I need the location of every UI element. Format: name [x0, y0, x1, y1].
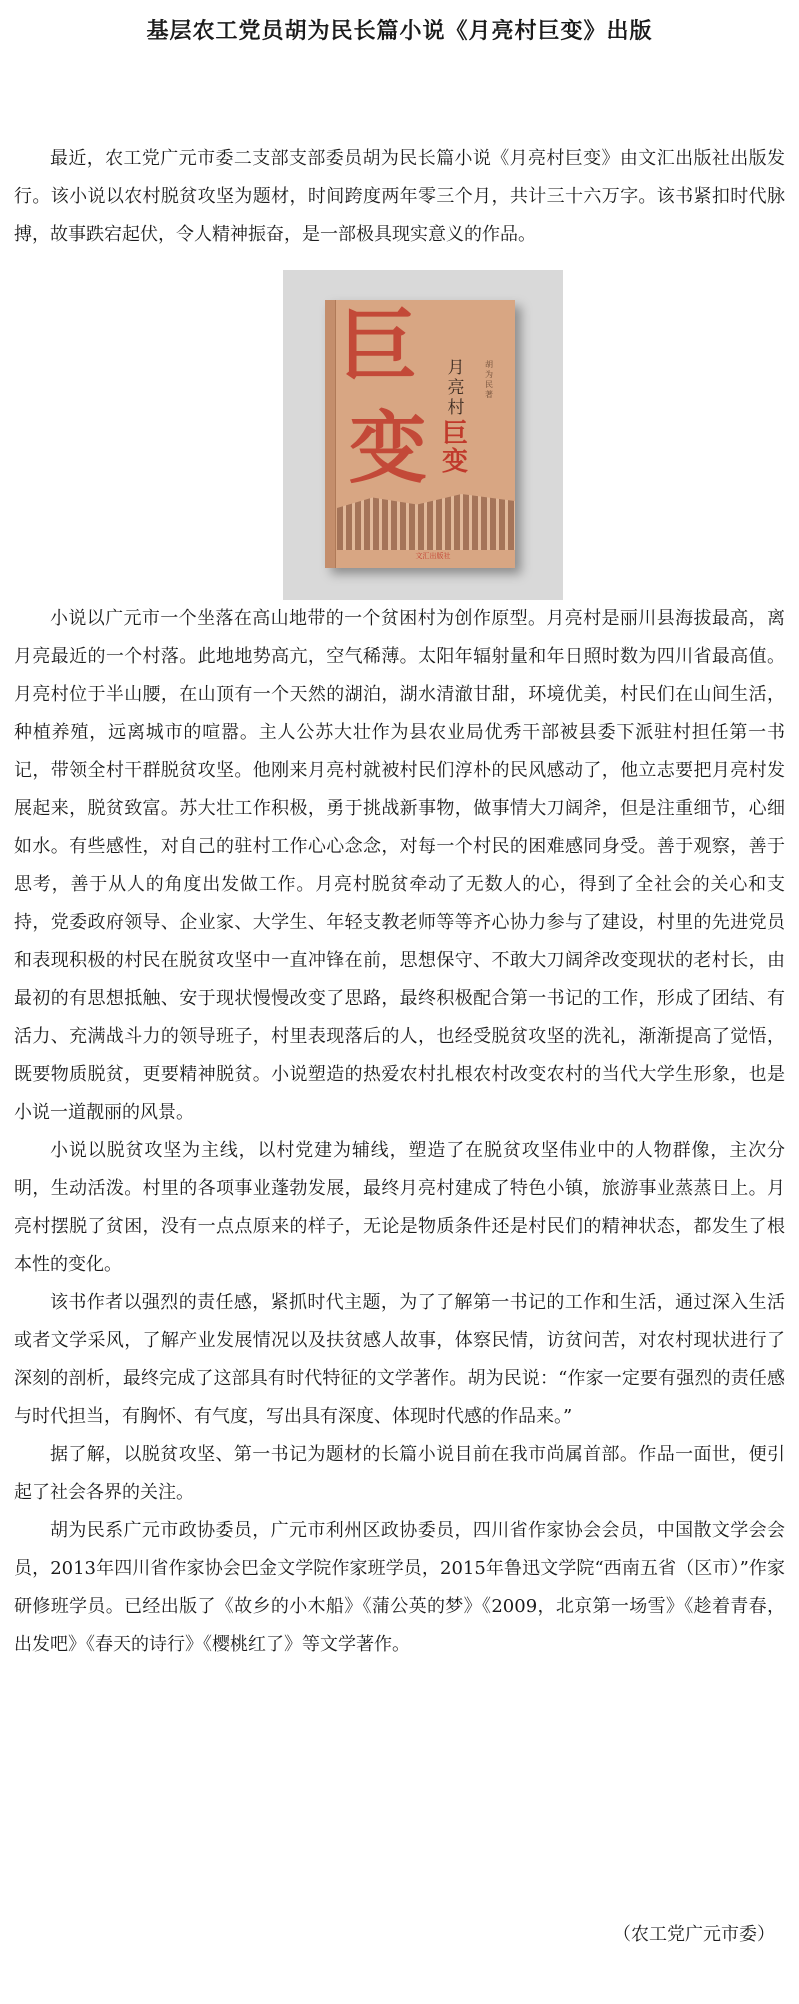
paragraph: 该书作者以强烈的责任感，紧抓时代主题，为了了解第一书记的工作和生活，通过深入生活或者文学采风，了解产业发展情况以及扶贫感人故事，体察民情，访贫问苦，对农村现状进行了深刻的剖析，最终完成了这部具有时代特征的文学著作。胡为民说：“作家一定要有强烈的责任感与时代担当，有胸怀、有气度，写出具有深度、体现时代感的作品来。”: [14, 1292, 785, 1427]
cover-big-char: 变: [349, 403, 428, 494]
cover-big-char: 巨: [339, 301, 418, 392]
main-text: [14, 600, 785, 1664]
signature: （农工党广元市委）: [613, 1924, 775, 1945]
book: [325, 300, 515, 568]
intro-text: [14, 140, 785, 254]
book-spine: [325, 300, 336, 568]
paragraph: 小说以广元市一个坐落在高山地带的一个贫困村为创作原型。月亮村是丽川县海拔最高，离月亮最近的一个村落。此地地势高亢，空气稀薄。太阳年辐射量和年日照时数为四川省最高值。月亮村位于半山腰，在山顶有一个天然的湖泊，湖水清澈甘甜，环境优美，村民们在山间生活，种植养殖，远离城市的喧嚣。主人公苏大壮作为县农业局优秀干部被县委下派驻村担任第一书记，带领全村干群脱贫攻坚。他刚来月亮村就被村民们淳朴的民风感动了，他立志要把月亮村发展起来，脱贫致富。苏大壮工作积极，勇于挑战新事物，做事情大刀阔斧，但是注重细节，心细如水。有些感性，对自己的驻村工作心心念念，对每一个村民的困难感同身受。善于观察，善于思考，善于从人的角度出发做工作。月亮村脱贫牵动了无数人的心，得到了全社会的关心和支持，党委政府领导、企业家、大学生、年轻支教老师等等齐心协力参与了建设，村里的先进党员和表现积极的村民在脱贫攻坚中一直冲锋在前，思想保守、不敢大刀阔斧改变现状的老村长，由最初的有思想抵触、安于现状慢慢改变了思路，最终积极配合第一书记的工作，形成了团结、有活力、充满战斗力的领导班子，村里表现落后的人，也经受脱贫攻坚的洗礼，渐渐提高了觉悟，既要物质脱贫，更要精神脱贫。小说塑造的热爱农村扎根农村改变农村的当代大学生形象，也是小说一道靓丽的风景。: [14, 608, 785, 1123]
cover-title-red: 巨变: [441, 419, 468, 477]
cover-publisher: 文汇出版社: [415, 552, 451, 560]
cover-title: 月亮村: [447, 358, 465, 418]
paragraph: 最近，农工党广元市委二支部支部委员胡为民长篇小说《月亮村巨变》由文汇出版社出版发行。该小说以农村脱贫攻坚为题材，时间跨度两年零三个月，共计三十六万字。该书紧扣时代脉搏，故事跌宕起伏，令人精神振奋，是一部极具现实意义的作品。: [14, 148, 785, 245]
book-cover-image: [283, 270, 563, 600]
article-title: 基层农工党员胡为民长篇小说《月亮村巨变》出版: [146, 19, 653, 44]
paragraph: 胡为民系广元市政协委员，广元市利州区政协委员，四川省作家协会会员，中国散文学会会员，2013年四川省作家协会巴金文学院作家班学员，2015年鲁迅文学院“西南五省（区市）”作家研修班学员。已经出版了《故乡的小木船》《蒲公英的梦》《2009，北京第一场雪》《趁着青春，出发吧》《春天的诗行》《樱桃红了》等文学著作。: [14, 1520, 785, 1655]
paragraph: 据了解，以脱贫攻坚、第一书记为题材的长篇小说目前在我市尚属首部。作品一面世，便引起了社会各界的关注。: [14, 1444, 785, 1503]
paragraph: 小说以脱贫攻坚为主线，以村党建为辅线，塑造了在脱贫攻坚伟业中的人物群像，主次分明，生动活泼。村里的各项事业蓬勃发展，最终月亮村建成了特色小镇，旅游事业蒸蒸日上。月亮村摆脱了贫困，没有一点点原来的样子，无论是物质条件还是村民们的精神状态，都发生了根本性的变化。: [14, 1140, 785, 1275]
cover-author: 胡为民著: [485, 360, 493, 399]
